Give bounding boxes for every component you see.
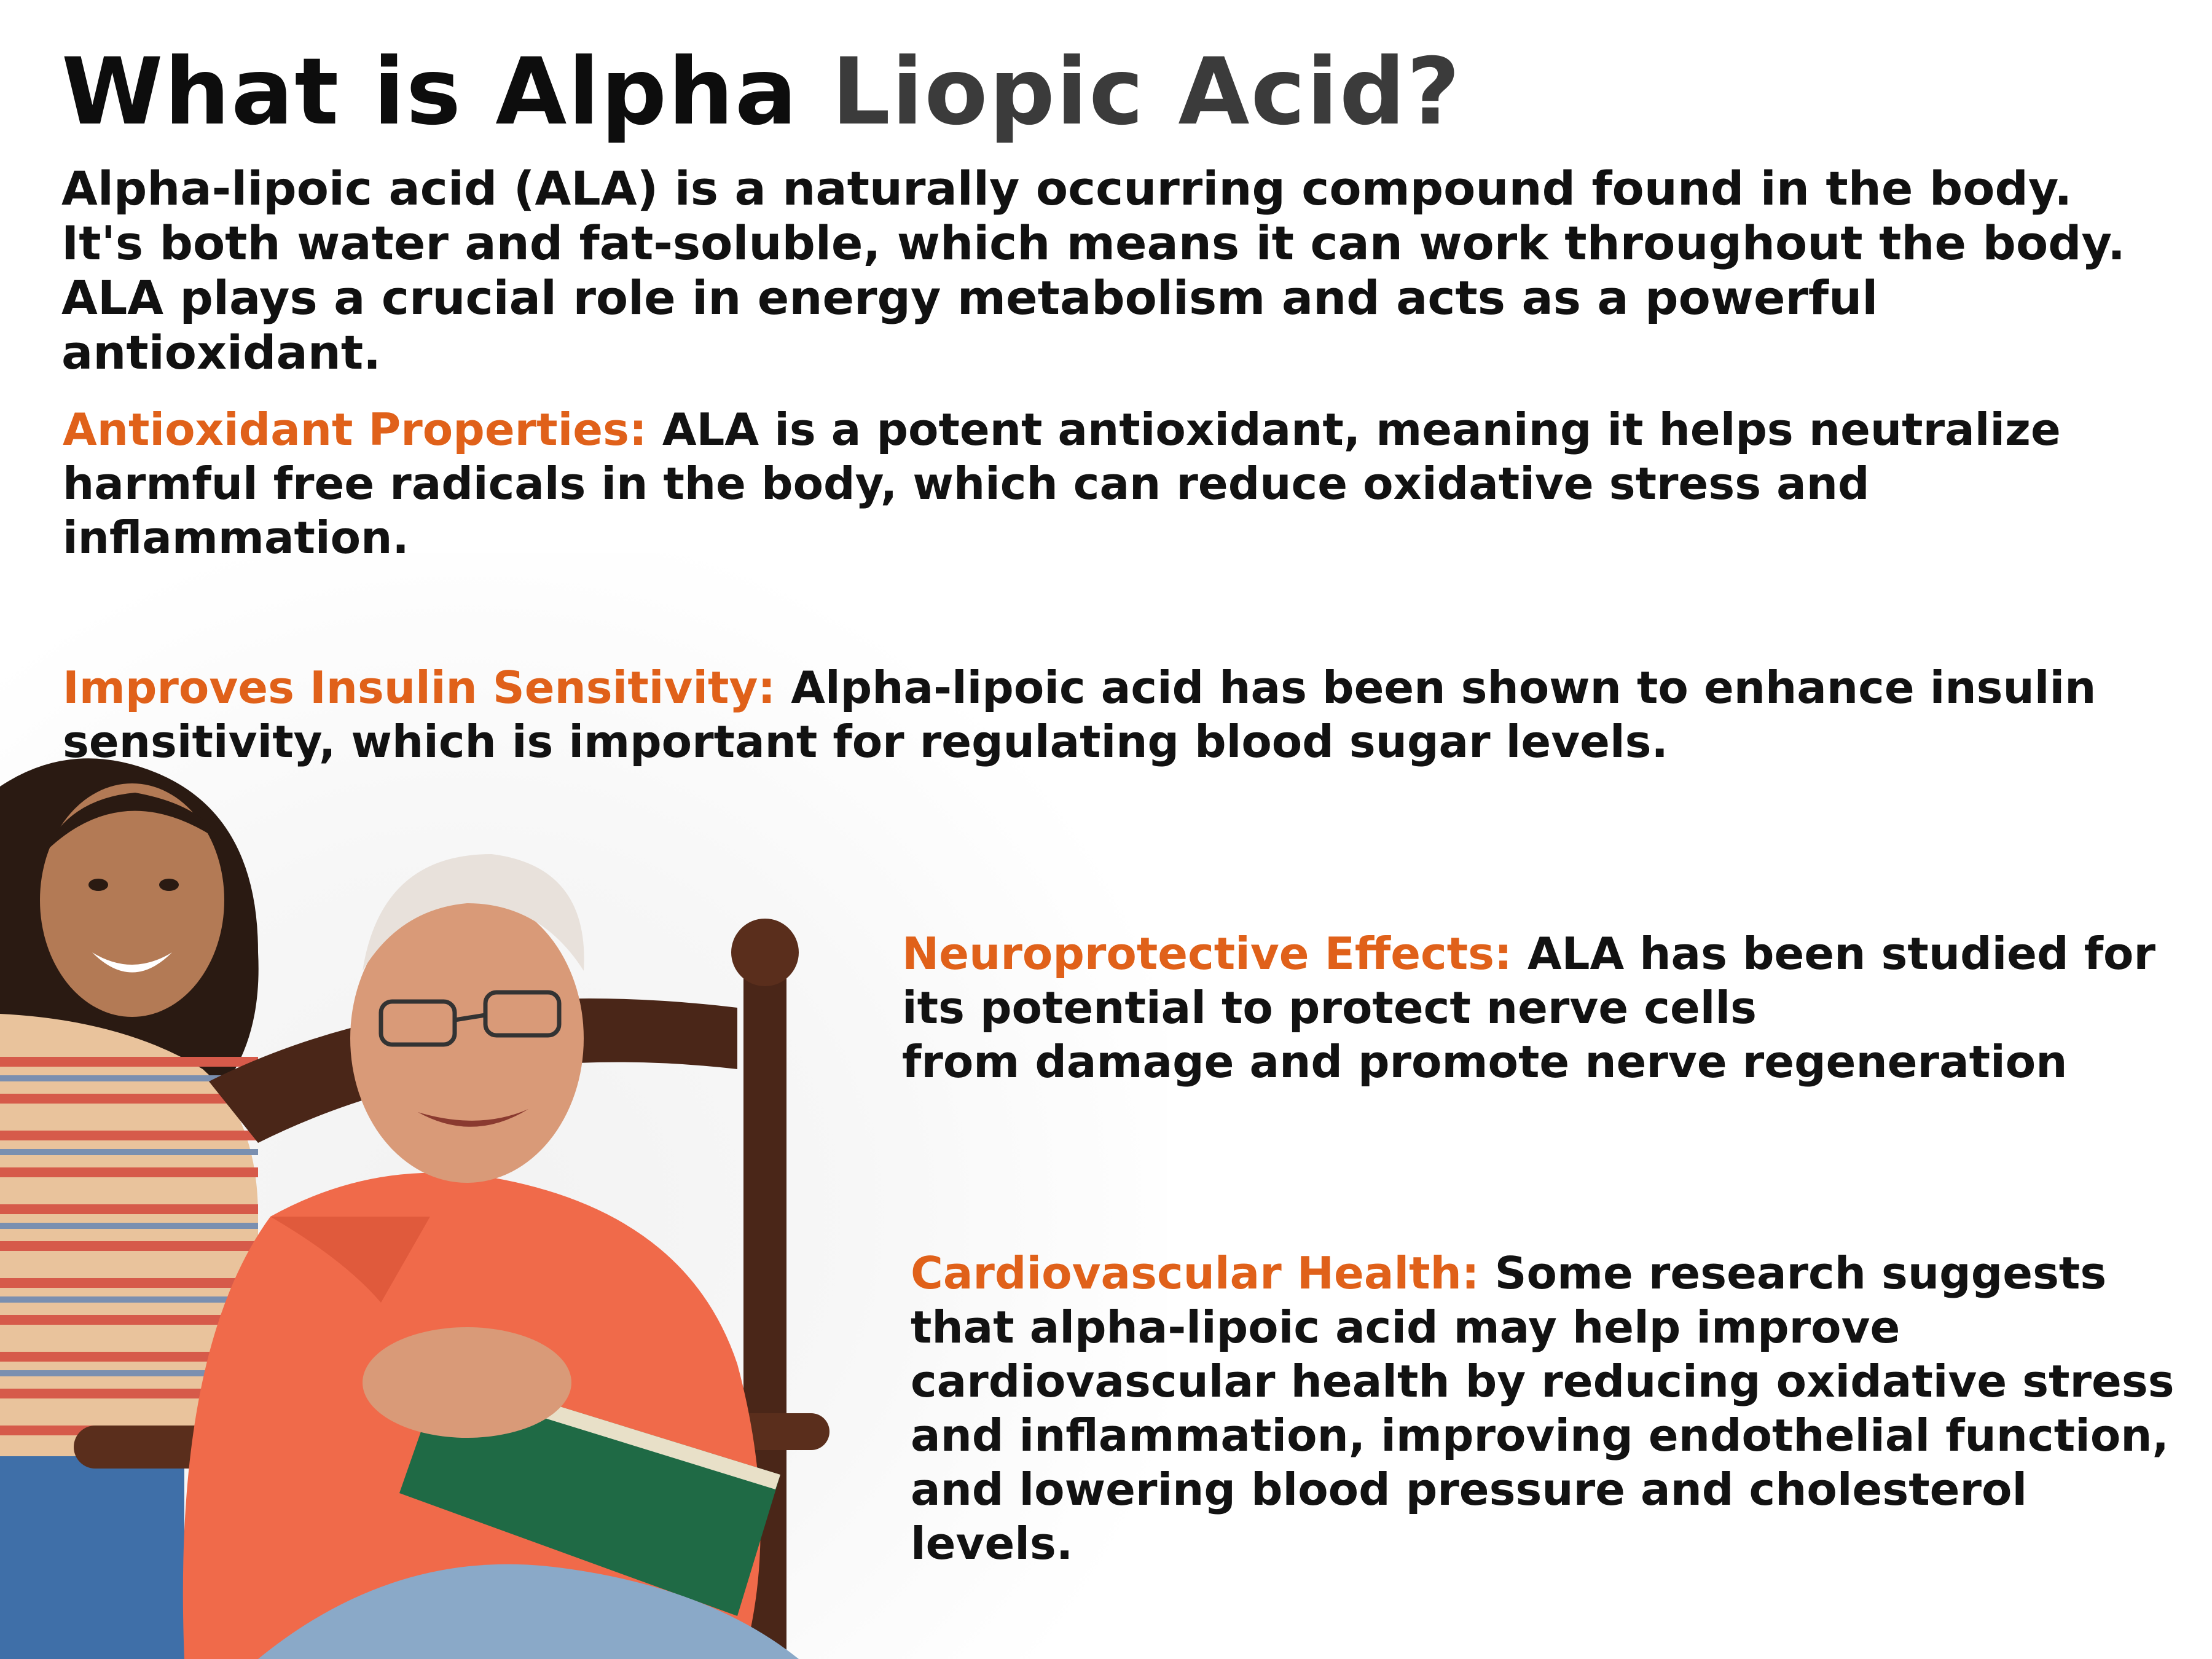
intro-paragraph: Alpha-lipoic acid (ALA) is a naturally occurring compound found in the body. It's both water and fat-soluble, which means it can work throughout the body. ALA plays a crucial role in energy metabolism and acts as a powerful antioxidant. [61,161,2125,380]
title-part-1: What is Alpha [61,39,799,146]
benefit-antioxidant [63,402,2164,565]
family-photo [0,750,891,1659]
benefit-heading: Neuroprotective Effects: [902,928,1512,979]
benefit-heading: Antioxidant Properties: [63,404,647,455]
benefit-text: Some research suggests that alpha-lipoic acid may help improve cardiovascular health by reducing oxidative stress and inflammation, improving endothelial function, and lowering blood pressure and cholesterol levels. [911,1247,2175,1569]
benefit-heading: Cardiovascular Health: [911,1247,1480,1299]
benefit-heading: Improves Insulin Sensitivity: [63,662,776,713]
page-title [61,37,1461,147]
title-part-2: Liopic Acid? [831,39,1462,146]
benefit-cardiovascular [911,1246,2183,1571]
benefit-text: ALA is a potent antioxidant, meaning it helps neutralize harmful free radicals in the body, which can reduce oxidative stress and inflammation. [63,404,2061,563]
man-figure [183,854,799,1659]
benefit-neuroprotective [902,927,2180,1089]
benefit-text: Alpha-lipoic acid has been shown to enhance insulin sensitivity, which is important for regulating blood sugar levels. [63,662,2096,767]
benefit-text-line-2: from damage and promote nerve regeneration [902,1036,2068,1088]
benefit-text-line-1: ALA has been studied for its potential to protect nerve cells [902,928,2156,1033]
